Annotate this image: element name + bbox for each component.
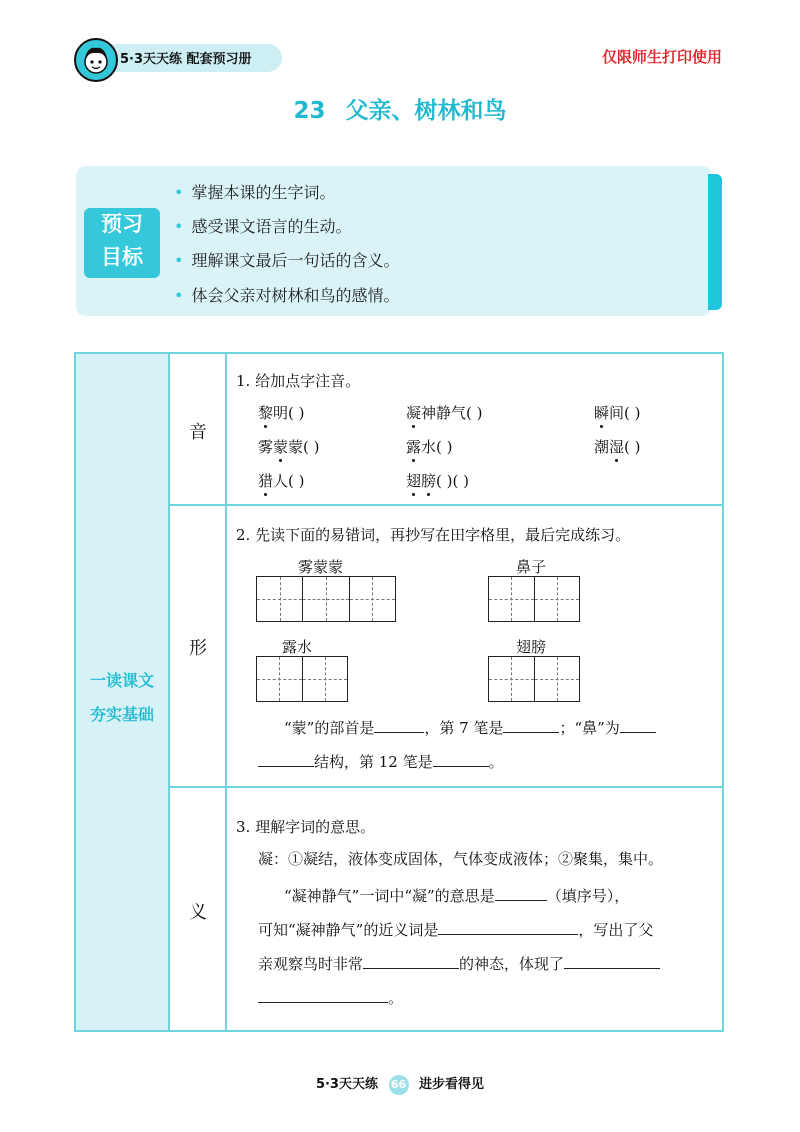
table-divider — [168, 354, 170, 1030]
row-divider — [168, 504, 722, 506]
print-notice: 仅限师生打印使用 — [601, 48, 722, 66]
pinyin-item[interactable]: 潮湿( ) — [594, 438, 641, 456]
goal-item: • 理解课文最后一句话的含义。 — [174, 251, 400, 270]
blank[interactable] — [374, 716, 424, 733]
blank[interactable] — [258, 750, 314, 767]
blank[interactable] — [620, 716, 656, 733]
word-label: 翅膀 — [516, 638, 547, 656]
tianzige-grid[interactable] — [256, 576, 396, 622]
goals-tag — [84, 208, 160, 278]
lesson-number: 23 — [293, 98, 326, 124]
pinyin-item[interactable]: 露水( ) — [406, 438, 453, 456]
pinyin-item[interactable]: 猎人( ) — [258, 472, 305, 490]
goals-tag-line2: 目标 — [101, 245, 143, 269]
row-label-yi: 义 — [189, 902, 207, 923]
pinyin-item[interactable]: 瞬间( ) — [594, 404, 641, 422]
fill-line-1: “蒙”的部首是 ，第 7 笔是 ；“鼻”为 — [284, 716, 656, 738]
goal-item: • 体会父亲对树林和鸟的感情。 — [174, 286, 400, 305]
section-label-line1: 一读课文 — [89, 671, 154, 690]
blank[interactable] — [503, 716, 559, 733]
row-label-xing: 形 — [189, 638, 207, 659]
blank[interactable] — [495, 884, 547, 901]
goal-item: • 掌握本课的生字词。 — [174, 183, 336, 202]
fill-line-4: 可知“凝神静气”的近义词是 ，写出了父 — [258, 918, 653, 940]
blank[interactable] — [433, 750, 489, 767]
question-2: 2. 先读下面的易错词，再抄写在田字格里，最后完成练习。 — [236, 526, 631, 544]
pinyin-item[interactable]: 雾蒙蒙( ) — [258, 438, 320, 456]
lesson-title — [0, 92, 800, 125]
word-label: 露水 — [282, 638, 313, 656]
tianzige-grid[interactable] — [488, 656, 580, 702]
table-divider — [225, 354, 227, 1030]
word-label: 雾蒙蒙 — [298, 558, 344, 576]
blank[interactable] — [564, 952, 660, 969]
goals-tag-line1: 预习 — [101, 212, 143, 236]
series-title: 5·3天天练 配套预习册 — [120, 52, 252, 67]
blank[interactable] — [258, 986, 388, 1003]
footer-left: 5·3天天练 — [315, 1077, 378, 1092]
row-label-yin: 音 — [189, 422, 207, 443]
fill-line-5: 亲观察鸟时非常 的神态，体现了 — [258, 952, 660, 974]
fill-line-3: “凝神静气”一词中“凝”的意思是 （填序号）， — [284, 884, 629, 906]
question-1: 1. 给加点字注音。 — [236, 372, 361, 390]
word-label: 鼻子 — [516, 558, 547, 576]
pinyin-item[interactable]: 黎明( ) — [258, 404, 305, 422]
definition-line: 凝：①凝结，液体变成固体，气体变成液体；②聚集，集中。 — [258, 850, 664, 868]
goals-strip — [708, 174, 722, 310]
tianzige-grid[interactable] — [488, 576, 580, 622]
lesson-name: 父亲、树林和鸟 — [345, 98, 507, 124]
footer-right: 进步看得见 — [419, 1077, 485, 1092]
blank[interactable] — [363, 952, 459, 969]
footer — [0, 1073, 800, 1095]
row-divider — [168, 786, 722, 788]
fill-line-2: 结构，第 12 笔是 。 — [258, 750, 504, 772]
page-number: 66 — [389, 1075, 409, 1095]
section-label-line2: 夯实基础 — [89, 705, 154, 724]
pinyin-item[interactable]: 翅膀( )( ) — [406, 472, 469, 490]
section-label — [76, 664, 168, 732]
fill-line-6: 。 — [258, 986, 403, 1008]
blank[interactable] — [438, 918, 578, 935]
goal-item: • 感受课文语言的生动。 — [174, 217, 352, 236]
tianzige-grid[interactable] — [256, 656, 348, 702]
pinyin-item[interactable]: 凝神静气( ) — [406, 404, 483, 422]
mascot-icon — [74, 38, 118, 82]
question-3: 3. 理解字词的意思。 — [236, 818, 376, 836]
